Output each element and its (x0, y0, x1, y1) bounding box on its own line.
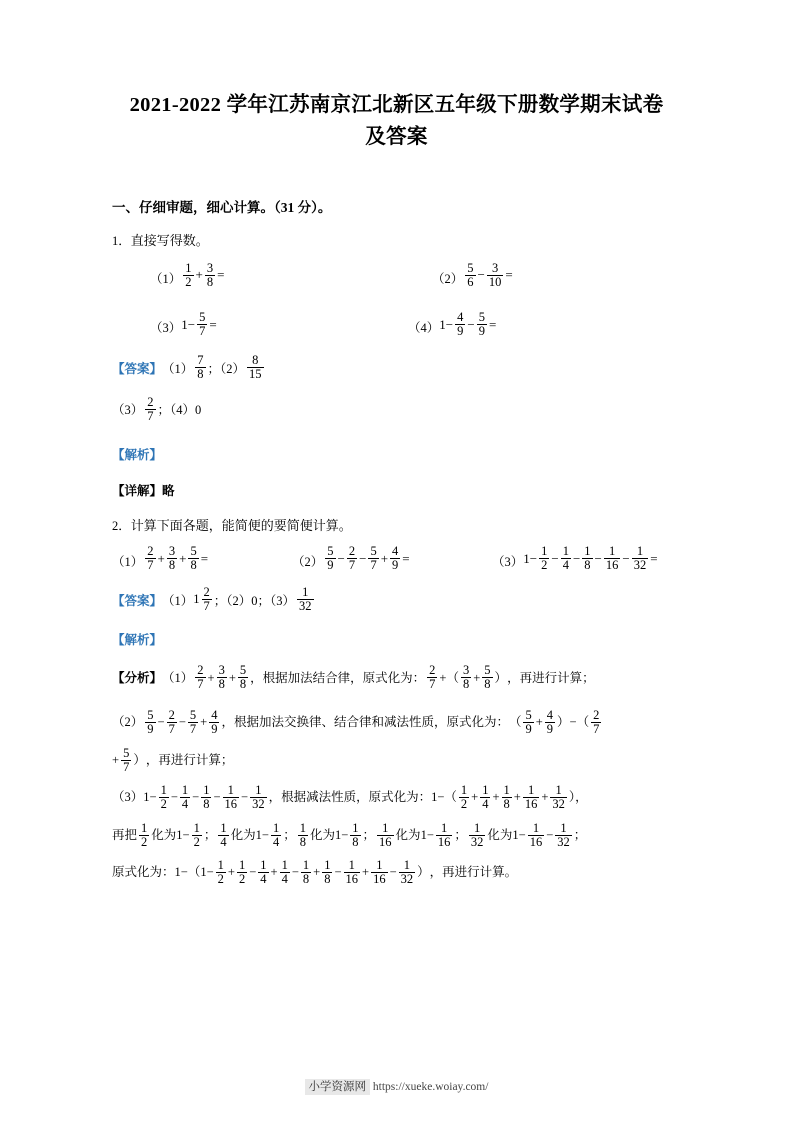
analysis-text: 化为 (151, 827, 177, 842)
question-2-analysis-3: （3） 1− $\frac{1}{2}$ − $\frac{1}{4}$ − $\frac{1}{8}$ − $\frac{1}{16}$ − $\frac{1}{32}$ ，根据减法性质，原式化为： 1−（ $\frac{1}{2}$ + $\frac{1}{4}$ + $\frac{1}{8}$ + $\frac{1}{16}$ + $\frac{1}{32}$ ）， (112, 783, 588, 812)
part-label: （1） (162, 670, 194, 685)
fraction: $\frac{1}{16}$ (524, 783, 538, 812)
question-1-detail (112, 481, 681, 499)
fraction: $\frac{4}{9}$ (211, 708, 218, 737)
q1-item-2-expr (463, 262, 512, 289)
answer-tag: 【答案】 (112, 593, 163, 608)
fraction: $\frac{5}{9}$ (327, 544, 334, 573)
q1-item-3 (150, 311, 380, 338)
question-1-stem (112, 230, 681, 252)
fraction: $\frac{1}{4}$ (220, 820, 227, 849)
detail-tag: 【详解】 (112, 483, 163, 498)
answer-part-label: （1） (162, 361, 194, 376)
fraction: $\frac{1}{4}$ (482, 783, 489, 812)
analysis-text: ，根据加法交换律、结合律和减法性质，原式化为： (221, 715, 509, 730)
fraction: $\frac{5}{9}$ (525, 708, 532, 737)
question-2-number: 2． (112, 518, 131, 533)
fraction: $\frac{2}{7}$ (147, 394, 154, 423)
fraction: $\frac{1}{2}$ (460, 783, 468, 812)
question-1-text: 直接写得数。 (130, 232, 209, 248)
fraction: $\frac{1}{32}$ (557, 820, 570, 849)
analysis-text: 原式化为： (112, 864, 175, 879)
fraction: $\frac{1}{4}$ (281, 857, 288, 886)
question-2-analysis-1: 【分析】 （1） $\frac{2}{7}$ + $\frac{3}{8}$ + $\frac{5}{8}$ ，根据加法结合律，原式化为： $\frac{2}{7}$ +（ $\frac{3}{8}$ + $\frac{5}{8}$ ） ，再进行计算； (112, 663, 595, 692)
analysis-text: ； (362, 827, 376, 842)
q1-item-4 (380, 311, 496, 338)
analysis-text: 化为 (487, 827, 513, 842)
analysis-text: ； (454, 827, 467, 842)
fraction: $\frac{1}{32}$ (252, 783, 265, 812)
page-footer (0, 1078, 793, 1094)
q2-item-1 (112, 545, 292, 572)
analysis-text: 化为 (230, 827, 256, 842)
q2-item-2-expr: $\frac{5}{9}$ − $\frac{2}{7}$ − $\frac{5}{7}$ + $\frac{4}{9}$ = (327, 544, 410, 573)
fraction: $\frac{1}{4}$ (562, 544, 569, 573)
q1-item-4-label: （4） (408, 321, 440, 336)
q1-item-3-expr (181, 311, 216, 338)
analysis-text: ； (573, 827, 587, 842)
question-2-analysis-5: 原式化为： 1−（1− $\frac{1}{2}$ + $\frac{1}{2}$ − $\frac{1}{4}$ + $\frac{1}{4}$ − $\frac{1}{8}$ + $\frac{1}{8}$ − $\frac{1}{16}$ + $\frac{1}{16}$ − $\frac{1}{32}$ ） ，再进行计算。 (112, 857, 518, 886)
answer-part-label: （1） (162, 593, 194, 608)
q1-item-1-expr (181, 262, 224, 289)
question-1-number: 1． (112, 233, 131, 248)
fraction: $\frac{5}{9}$ (478, 310, 485, 339)
fraction: $\frac{3}{8}$ (462, 663, 470, 692)
fraction: $\frac{1}{2}$ (217, 857, 224, 886)
title-line-1: 2021-2022 学年江苏南京江北新区五年级下册数学期末试卷 (129, 94, 664, 116)
fraction: $\frac{5}{8}$ (484, 663, 491, 692)
fraction: $\frac{3}{10}$ (488, 260, 502, 289)
q1-item-4-expr (439, 311, 496, 338)
fraction: $\frac{5}{7}$ (189, 708, 197, 737)
fraction: $\frac{2}{7}$ (147, 544, 154, 573)
question-1-row-2 (112, 311, 681, 338)
lead: 1− (181, 316, 196, 332)
question-2-answer (112, 586, 681, 613)
question-2-text: 计算下面各题，能简便的要简便计算。 (130, 517, 352, 533)
answer-separator: ；（2）0；（3） (213, 593, 296, 608)
fraction: $\frac{5}{7}$ (123, 746, 130, 775)
fraction: $\frac{8}{15}$ (249, 353, 262, 382)
analysis-text: ，根据加法结合律，原式化为： (250, 670, 426, 685)
part-label: （2） (112, 715, 144, 730)
fraction: $\frac{1}{16}$ (379, 820, 392, 849)
title-line-2: 及答案 (365, 125, 428, 148)
fraction: $\frac{4}{9}$ (546, 708, 554, 737)
analysis-text: 再把 (112, 827, 138, 842)
q2-item-3-label: （3） (492, 555, 524, 570)
question-1-answer (112, 354, 681, 381)
operator: − (477, 267, 485, 283)
fraction: $\frac{2}{7}$ (197, 663, 204, 692)
question-1-answer-line-2 (112, 396, 681, 423)
answer-tag: 【答案】 (112, 361, 163, 376)
analysis-text: ，再进行计算； (145, 753, 234, 768)
question-1-row-1 (112, 262, 681, 289)
analysis-text: ，再进行计算。 (429, 864, 518, 879)
q2-item-3 (492, 545, 658, 572)
fraction: $\frac{1}{8}$ (324, 857, 331, 886)
analysis-text: 化为 (395, 827, 421, 842)
fraction: $\frac{1}{2}$ (141, 820, 148, 849)
q1-item-3-label: （3） (150, 321, 182, 336)
fraction: $\frac{1}{4}$ (260, 857, 267, 886)
fraction: $\frac{5}{9}$ (147, 708, 154, 737)
fraction: $\frac{1}{16}$ (605, 544, 619, 573)
fraction: $\frac{1}{8}$ (352, 820, 359, 849)
fraction: $\frac{1}{2}$ (541, 544, 548, 573)
q1-item-2 (380, 262, 513, 289)
fraction: $\frac{1}{16}$ (529, 820, 543, 849)
page-title (112, 90, 681, 154)
question-2-analysis-4: 再把 $\frac{1}{2}$ 化为 1− $\frac{1}{2}$ ； $\frac{1}{4}$ 化为 1− $\frac{1}{4}$ ； $\frac{1}{8}$ 化为 1− $\frac{1}{8}$ ； $\frac{1}{16}$ 化为 1− $\frac{1}{16}$ ； $\frac{1}{32}$ 化为 1− $\frac{1}{16}$ − $\frac{1}{32}$ ； (112, 820, 587, 849)
site-url: https://xueke.woiay.com/ (372, 1081, 489, 1093)
fraction: $\frac{1}{32}$ (470, 820, 484, 849)
fraction: $\frac{2}{7}$ (593, 708, 600, 737)
question-2-row (112, 545, 681, 572)
fraction: $\frac{1}{16}$ (345, 857, 358, 886)
fraction: $\frac{1}{2}$ (238, 857, 246, 886)
fraction: $\frac{1}{8}$ (584, 544, 591, 573)
detail-text: 略 (162, 483, 175, 498)
question-2-analysis-2: （2） $\frac{5}{9}$ − $\frac{2}{7}$ − $\frac{5}{7}$ + $\frac{4}{9}$ ，根据加法交换律、结合律和减法性质，原式化为： （ $\frac{5}{9}$ + $\frac{4}{9}$ ）−（ $\frac{2}{7}$ (112, 708, 600, 737)
site-brand: 小学资源网 (305, 1079, 371, 1095)
equals: = (488, 316, 497, 332)
answer-separator: ；（4）0 (157, 403, 202, 418)
fraction: $\frac{5}{8}$ (190, 544, 197, 573)
fraction: $\frac{5}{6}$ (467, 260, 474, 289)
fraction: $\frac{1}{16}$ (437, 820, 451, 849)
fraction: $\frac{1}{16}$ (224, 783, 238, 812)
part-label: （3） (112, 790, 144, 805)
equals: = (505, 267, 513, 283)
fraction: $\frac{1}{16}$ (373, 857, 386, 886)
fraction: $\frac{3}{8}$ (218, 663, 225, 692)
q1-item-2-label: （2） (432, 272, 464, 287)
fraction: $\frac{7}{8}$ (197, 353, 204, 382)
section-heading: 一、仔细审题，细心计算。（31 分）。 (112, 199, 332, 215)
fraction: $\frac{1}{4}$ (181, 783, 189, 812)
fraction: $\frac{4}{9}$ (392, 544, 399, 573)
analysis-text: ； (283, 827, 296, 842)
q2-item-2-label: （2） (292, 555, 324, 570)
question-2-stem (112, 515, 681, 537)
equals: = (209, 316, 217, 332)
q2-item-2 (292, 545, 492, 572)
fraction: $\frac{1}{32}$ (299, 585, 312, 614)
fraction: $\frac{3}{8}$ (206, 260, 214, 289)
fraction: $\frac{5}{8}$ (239, 663, 247, 692)
analysis-text: 化为 (309, 827, 335, 842)
fraction: $\frac{1}{32}$ (552, 783, 565, 812)
fraction: $\frac{2}{7}$ (168, 708, 175, 737)
q2-item-1-expr: $\frac{2}{7}$ + $\frac{3}{8}$ + $\frac{5}{8}$ = (147, 544, 209, 573)
analysis-text: ，根据减法性质，原式化为： (268, 790, 432, 805)
fenxi-tag: 【分析】 (112, 670, 163, 685)
fraction: $\frac{1}{8}$ (302, 857, 310, 886)
fraction: $\frac{1}{8}$ (203, 783, 210, 812)
fraction: $\frac{2}{7}$ (429, 663, 436, 692)
operator: + (195, 267, 203, 283)
fraction: $\frac{3}{8}$ (168, 544, 176, 573)
fraction: $\frac{1}{32}$ (400, 857, 414, 886)
fraction: $\frac{1}{2}$ (193, 820, 200, 849)
equals: = (217, 267, 225, 283)
fraction: $\frac{1}{2}$ (160, 783, 167, 812)
q1-item-1 (150, 262, 380, 289)
answer-part-label: （3） (112, 403, 144, 418)
fraction: $\frac{1}{32}$ (633, 544, 647, 573)
answer-separator: ；（2） (207, 361, 246, 376)
mixed-number: 1 $\frac{2}{7}$ (193, 585, 210, 614)
q2-item-3-expr: 1− $\frac{1}{2}$ − $\frac{1}{4}$ − $\frac{1}{8}$ − $\frac{1}{16}$ − $\frac{1}{32}$ = (523, 544, 658, 573)
fraction: $\frac{1}{2}$ (185, 260, 192, 289)
q2-item-1-label: （1） (112, 555, 144, 570)
analysis-text: ； (203, 827, 217, 842)
question-1-analysis-tag: 【解析】 (112, 447, 163, 462)
fraction: $\frac{2}{7}$ (203, 585, 210, 614)
fraction: $\frac{1}{8}$ (503, 783, 510, 812)
fraction: $\frac{4}{9}$ (457, 310, 464, 339)
analysis-text: ，再进行计算； (507, 670, 595, 685)
lead: 1− (439, 316, 454, 332)
fraction: $\frac{2}{7}$ (348, 544, 356, 573)
fraction: $\frac{1}{8}$ (299, 820, 306, 849)
operator: − (467, 316, 475, 332)
fraction: $\frac{5}{7}$ (370, 544, 377, 573)
q1-item-1-label: （1） (150, 272, 182, 287)
question-2-analysis-tag: 【解析】 (112, 632, 163, 647)
fraction: $\frac{5}{7}$ (199, 310, 206, 339)
question-2-analysis-2-cont: + $\frac{5}{7}$ ） ，再进行计算； (112, 746, 234, 775)
fraction: $\frac{1}{4}$ (272, 820, 280, 849)
